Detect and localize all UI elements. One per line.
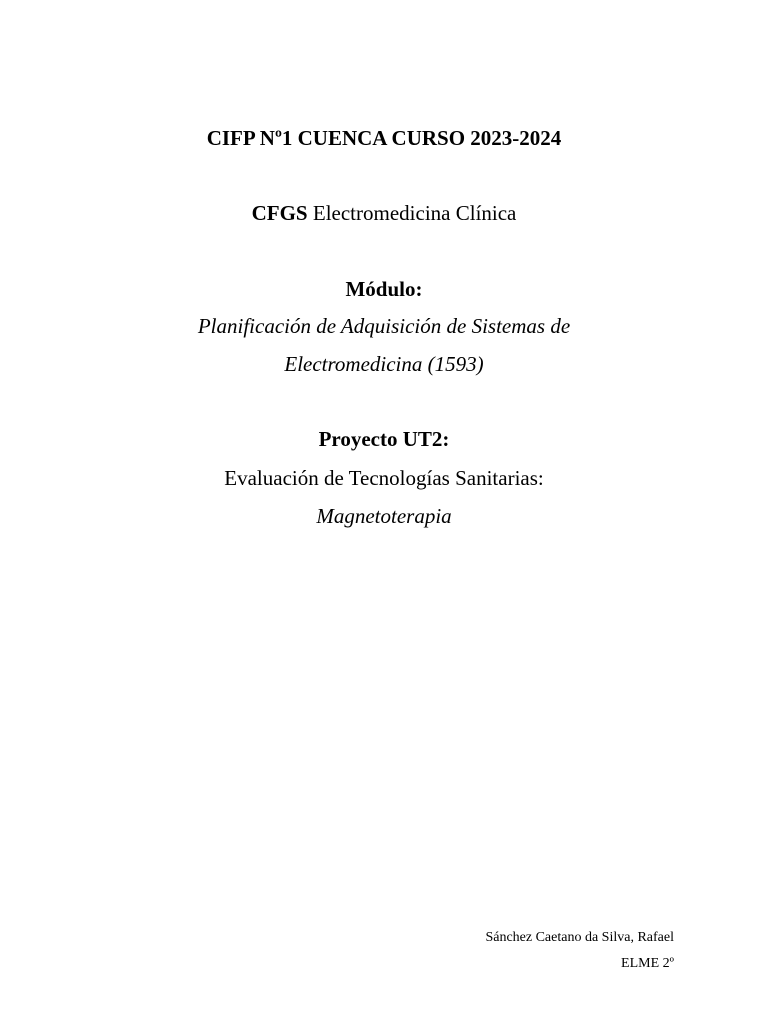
module-label: Módulo: — [345, 277, 423, 301]
project-label: Proyecto UT2: — [318, 427, 450, 451]
cfgs-prefix: CFGS — [251, 201, 308, 225]
cfgs-name: Electromedicina Clínica — [307, 201, 517, 225]
document-title: CIFP Nº1 CUENCA CURSO 2023-2024 — [206, 126, 562, 150]
author-name: Sánchez Caetano da Silva, Rafael — [485, 930, 674, 945]
project-subtitle: Evaluación de Tecnologías Sanitarias: — [224, 466, 544, 490]
module-name-line-1: Planificación de Adquisición de Sistemas de — [197, 314, 571, 338]
project-topic: Magnetoterapia — [316, 504, 452, 528]
module-name-line-2: Electromedicina (1593) — [284, 352, 484, 376]
cfgs-line — [0, 203, 768, 224]
author-class: ELME 2º — [621, 956, 674, 971]
